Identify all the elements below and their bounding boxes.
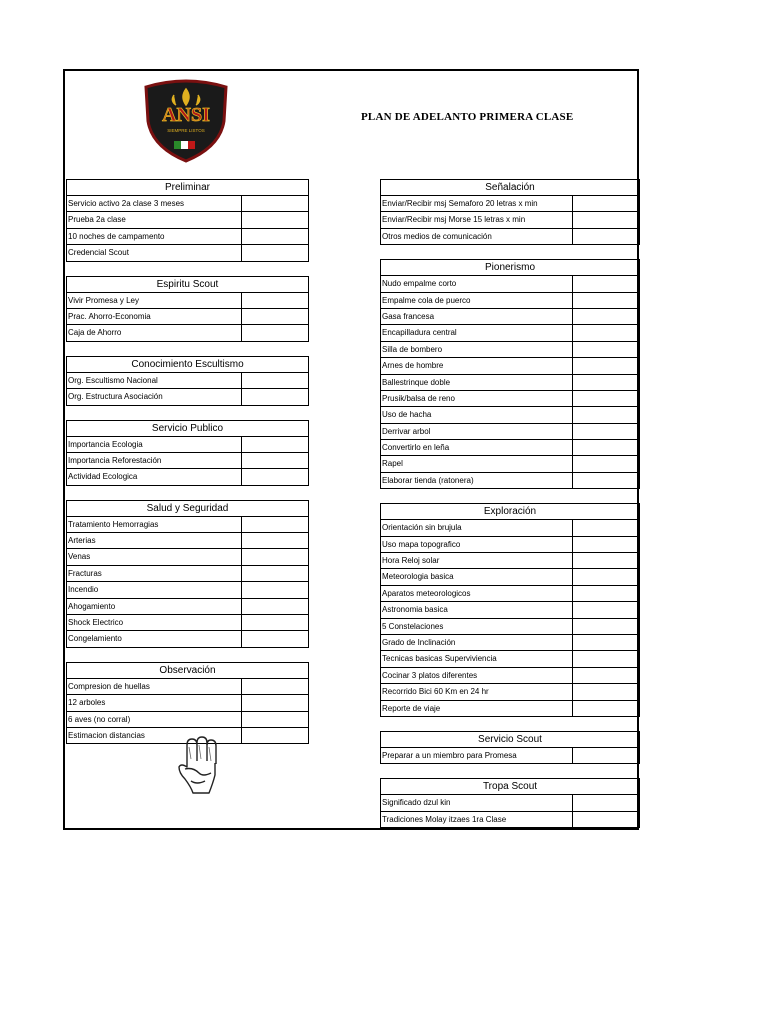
signoff-cell[interactable] [573, 375, 639, 390]
signoff-cell[interactable] [242, 196, 308, 211]
signoff-cell[interactable] [242, 712, 308, 727]
requirement-label: Servicio activo 2a clase 3 meses [67, 196, 242, 211]
table-row [67, 582, 308, 598]
table-row [381, 537, 639, 553]
requirement-label: 12 arboles [67, 695, 242, 710]
section-title: Conocimiento Escultismo [67, 357, 308, 373]
requirement-label: Arterias [67, 533, 242, 548]
table-row [381, 276, 639, 292]
requirement-label: Prueba 2a clase [67, 212, 242, 227]
signoff-cell[interactable] [573, 537, 639, 552]
requirement-label: Tratamiento Hemorragias [67, 517, 242, 532]
table-row [381, 375, 639, 391]
requirement-label: Incendio [67, 582, 242, 597]
signoff-cell[interactable] [573, 391, 639, 406]
table-row [67, 453, 308, 469]
table-row [67, 212, 308, 228]
requirement-label: Ballestrinque doble [381, 375, 573, 390]
requirement-label: Empalme cola de puerco [381, 293, 573, 308]
section-title: Observación [67, 663, 308, 679]
table-row [381, 795, 639, 811]
signoff-cell[interactable] [573, 212, 639, 227]
requirement-label: Preparar a un miembro para Promesa [381, 748, 573, 763]
table-row [381, 325, 639, 341]
requirement-label: Tradiciones Molay itzaes 1ra Clase [381, 812, 573, 827]
requirement-label: Uso mapa topografico [381, 537, 573, 552]
signoff-cell[interactable] [573, 586, 639, 601]
table-row [67, 229, 308, 245]
signoff-cell[interactable] [242, 599, 308, 614]
table-row [381, 520, 639, 536]
table-row [381, 456, 639, 472]
requirement-label: Convertirlo en leña [381, 440, 573, 455]
table-row [381, 309, 639, 325]
requirement-label: Reporte de viaje [381, 701, 573, 716]
table-row [67, 293, 308, 309]
signoff-cell[interactable] [573, 456, 639, 471]
requirement-label: Orientación sin brujula [381, 520, 573, 535]
table-row [381, 586, 639, 602]
table-row [67, 679, 308, 695]
requirement-label: Estimacion distancias [67, 728, 242, 743]
table-row [67, 437, 308, 453]
section-title: Señalación [381, 180, 639, 196]
section-title: Exploración [381, 504, 639, 520]
requirement-label: Vivir Promesa y Ley [67, 293, 242, 308]
section-preliminar [66, 179, 309, 262]
section-title: Servicio Publico [67, 421, 308, 437]
requirement-label: Grado de Inclinación [381, 635, 573, 650]
requirement-label: Org. Escultismo Nacional [67, 373, 242, 388]
signoff-cell[interactable] [573, 701, 639, 716]
signoff-cell[interactable] [573, 553, 639, 568]
scout-salute-hand-icon [177, 735, 219, 797]
table-row [67, 599, 308, 615]
section-title: Espiritu Scout [67, 277, 308, 293]
signoff-cell[interactable] [573, 651, 639, 666]
table-row [381, 440, 639, 456]
requirement-label: Venas [67, 549, 242, 564]
signoff-cell[interactable] [573, 276, 639, 291]
requirement-label: Hora Reloj solar [381, 553, 573, 568]
signoff-cell[interactable] [242, 212, 308, 227]
section-title: Tropa Scout [381, 779, 639, 795]
signoff-cell[interactable] [573, 229, 639, 244]
signoff-cell[interactable] [573, 293, 639, 308]
table-row [67, 309, 308, 325]
table-row [381, 748, 639, 763]
table-row [381, 569, 639, 585]
requirement-label: Gasa francesa [381, 309, 573, 324]
requirement-label: Aparatos meteorologicos [381, 586, 573, 601]
signoff-cell[interactable] [242, 679, 308, 694]
requirement-label: Actividad Ecologica [67, 469, 242, 484]
requirement-label: Enviar/Recibir msj Semaforo 20 letras x min [381, 196, 573, 211]
requirement-label: Elaborar tienda (ratonera) [381, 473, 573, 488]
signoff-cell[interactable] [242, 229, 308, 244]
requirement-label: Significado dzul kin [381, 795, 573, 810]
table-row [67, 517, 308, 533]
requirement-label: Arnes de hombre [381, 358, 573, 373]
section-title: Servicio Scout [381, 732, 639, 748]
requirement-label: Compresion de huellas [67, 679, 242, 694]
signoff-cell[interactable] [573, 635, 639, 650]
section-title: Preliminar [67, 180, 308, 196]
table-row [381, 342, 639, 358]
table-row [67, 196, 308, 212]
signoff-cell[interactable] [573, 358, 639, 373]
requirement-label: Enviar/Recibir msj Morse 15 letras x min [381, 212, 573, 227]
section-conocimiento-escultismo [66, 356, 309, 406]
signoff-cell[interactable] [242, 582, 308, 597]
signoff-cell[interactable] [573, 520, 639, 535]
requirement-label: 10 noches de campamento [67, 229, 242, 244]
signoff-cell[interactable] [573, 196, 639, 211]
table-row [381, 812, 639, 827]
logo-motto: SIEMPRE LISTOS [167, 128, 205, 133]
requirement-label: Meteorologia basica [381, 569, 573, 584]
table-row [67, 695, 308, 711]
signoff-cell[interactable] [573, 812, 639, 827]
section-servicio-scout [380, 731, 640, 764]
table-row [67, 325, 308, 340]
table-row [381, 196, 639, 212]
requirement-label: 5 Constelaciones [381, 619, 573, 634]
signoff-cell[interactable] [573, 569, 639, 584]
signoff-cell[interactable] [573, 473, 639, 488]
requirement-label: Astronomia basica [381, 602, 573, 617]
table-row [67, 469, 308, 484]
signoff-cell[interactable] [242, 615, 308, 630]
signoff-cell[interactable] [242, 389, 308, 404]
table-row [381, 358, 639, 374]
requirement-label: Prusik/balsa de reno [381, 391, 573, 406]
requirement-label: Congelamiento [67, 631, 242, 646]
section-title: Pionerismo [381, 260, 639, 276]
table-row [381, 473, 639, 488]
signoff-cell[interactable] [242, 373, 308, 388]
requirement-label: Importancia Ecologia [67, 437, 242, 452]
signoff-cell[interactable] [242, 245, 308, 260]
section-tropa-scout [380, 778, 640, 828]
table-row [67, 631, 308, 646]
table-row [381, 407, 639, 423]
signoff-cell[interactable] [573, 325, 639, 340]
table-row [381, 391, 639, 407]
signoff-cell[interactable] [242, 695, 308, 710]
signoff-cell[interactable] [573, 342, 639, 357]
table-row [67, 566, 308, 582]
table-row [381, 684, 639, 700]
signoff-cell[interactable] [573, 602, 639, 617]
requirement-label: Nudo empalme corto [381, 276, 573, 291]
section-title: Salud y Seguridad [67, 501, 308, 517]
requirement-label: Rapel [381, 456, 573, 471]
requirement-label: Cocinar 3 platos diferentes [381, 668, 573, 683]
requirement-label: Tecnicas basicas Superviviencia [381, 651, 573, 666]
signoff-cell[interactable] [242, 293, 308, 308]
signoff-cell[interactable] [573, 668, 639, 683]
requirement-label: Uso de hacha [381, 407, 573, 422]
signoff-cell[interactable] [242, 549, 308, 564]
table-row [381, 602, 639, 618]
section-espiritu-scout [66, 276, 309, 342]
section-observacion [66, 662, 309, 745]
requirement-label: Shock Electrico [67, 615, 242, 630]
signoff-cell[interactable] [242, 453, 308, 468]
requirement-label: Ahogamiento [67, 599, 242, 614]
requirement-label: Importancia Reforestación [67, 453, 242, 468]
signoff-cell[interactable] [242, 631, 308, 646]
signoff-cell[interactable] [242, 566, 308, 581]
table-row [67, 389, 308, 404]
form-sheet [63, 69, 639, 830]
section-pionerismo [380, 259, 640, 489]
table-row [381, 229, 639, 244]
requirement-label: 6 aves (no corral) [67, 712, 242, 727]
section-senalacion [380, 179, 640, 245]
requirement-label: Fracturas [67, 566, 242, 581]
table-row [381, 619, 639, 635]
requirement-label: Recorrido Bici 60 Km en 24 hr [381, 684, 573, 699]
table-row [67, 615, 308, 631]
table-row [67, 712, 308, 728]
signoff-cell[interactable] [242, 533, 308, 548]
table-row [381, 651, 639, 667]
table-row [67, 549, 308, 565]
signoff-cell[interactable] [573, 309, 639, 324]
table-row [381, 668, 639, 684]
table-row [381, 553, 639, 569]
signoff-cell[interactable] [242, 728, 308, 743]
left-column [66, 179, 309, 758]
requirement-label: Credencial Scout [67, 245, 242, 260]
table-row [381, 212, 639, 228]
requirement-label: Encapilladura central [381, 325, 573, 340]
table-row [381, 293, 639, 309]
signoff-cell[interactable] [573, 684, 639, 699]
signoff-cell[interactable] [242, 309, 308, 324]
signoff-cell[interactable] [242, 469, 308, 484]
requirement-label: Org. Estructura Asociación [67, 389, 242, 404]
signoff-cell[interactable] [573, 619, 639, 634]
requirement-label: Silla de bombero [381, 342, 573, 357]
table-row [67, 533, 308, 549]
section-exploracion [380, 503, 640, 717]
scout-shield-logo [140, 79, 232, 163]
table-row [67, 245, 308, 260]
signoff-cell[interactable] [242, 517, 308, 532]
section-servicio-publico [66, 420, 309, 486]
document-title: PLAN DE ADELANTO PRIMERA CLASE [361, 111, 574, 123]
table-row [381, 701, 639, 716]
signoff-cell[interactable] [573, 795, 639, 810]
section-salud-y-seguridad [66, 500, 309, 648]
requirement-label: Otros medios de comunicación [381, 229, 573, 244]
signoff-cell[interactable] [242, 437, 308, 452]
signoff-cell[interactable] [573, 440, 639, 455]
table-row [67, 373, 308, 389]
requirement-label: Derrivar arbol [381, 424, 573, 439]
signoff-cell[interactable] [573, 748, 639, 763]
requirement-label: Prac. Ahorro-Economia [67, 309, 242, 324]
requirement-label: Caja de Ahorro [67, 325, 242, 340]
signoff-cell[interactable] [573, 407, 639, 422]
table-row [381, 635, 639, 651]
logo-lettering: ANSI [162, 104, 210, 126]
table-row [381, 424, 639, 440]
signoff-cell[interactable] [242, 325, 308, 340]
right-column [380, 179, 640, 842]
signoff-cell[interactable] [573, 424, 639, 439]
